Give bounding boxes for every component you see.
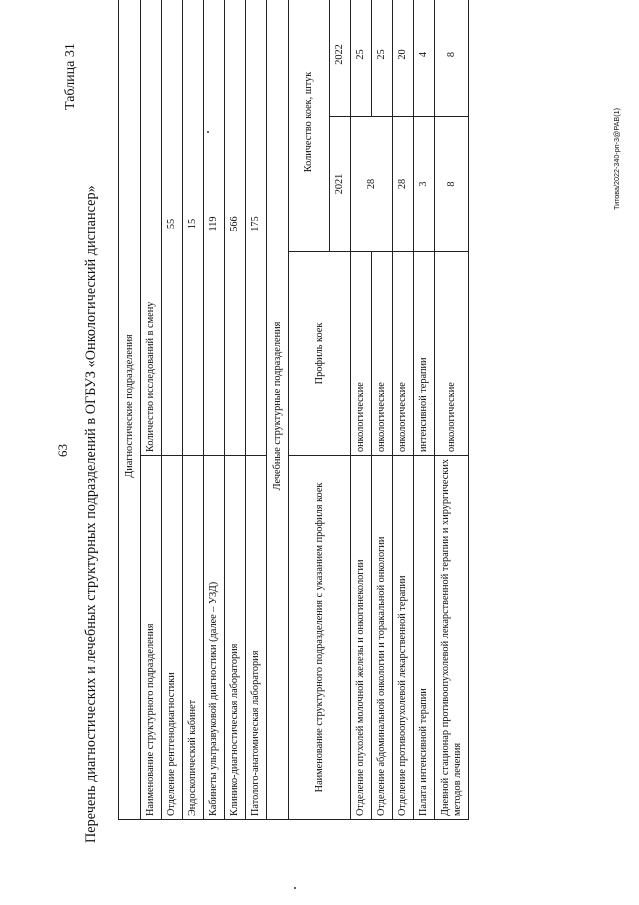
diag-row-name: Эндоскопический кабинет [183, 456, 204, 820]
treatment-section-title: Лечебные структурные подразделения [267, 0, 289, 820]
treat-row-2021: 28 [393, 117, 414, 252]
year-2022-header: 2022 [330, 0, 351, 117]
treat-row-name: Отделение противоопухолевой лекарственной терапии [393, 456, 414, 820]
treat-header-profile: Профиль коек [289, 252, 351, 456]
diag-row-value: 119 [204, 0, 225, 456]
treat-row-profile: онкологические [372, 252, 393, 456]
treat-row-2022: 8 [435, 0, 469, 117]
footer-code: Титова/2022-340-рп-3@PAB(1) [612, 107, 621, 210]
table-number: Таблица 31 [63, 43, 78, 110]
diag-row-name: Отделение рентгенодиагностики [162, 456, 183, 820]
diag-row-value: 175 [246, 0, 267, 456]
treat-row-2022: 25 [372, 0, 393, 117]
treat-header-beds: Количество коек, штук [289, 0, 330, 252]
diag-row-name: Кабинеты ультразвуковой диагностики (далее – УЗД) [204, 456, 225, 820]
year-2021-header: 2021 [330, 117, 351, 252]
diag-row-value: 55 [162, 0, 183, 456]
treat-row-name: Палата интенсивной терапии [414, 456, 435, 820]
treat-header-name: Наименование структурного подразделения с указанием профиля коек [289, 456, 351, 820]
table-title: Перечень диагностических и лечебных структурных подразделений в ОГБУЗ «Онкологический диспансер» [83, 185, 99, 843]
treat-row-name: Отделение опухолей молочной железы и онкогинекологии [351, 456, 372, 820]
diag-row-value: 15 [183, 0, 204, 456]
diag-header-count: Количество исследований в смену [141, 0, 162, 456]
treat-row-profile: онкологические [435, 252, 469, 456]
treat-row-2022: 4 [414, 0, 435, 117]
treat-row-2022: 25 [351, 0, 372, 117]
treat-row-2021: 8 [435, 117, 469, 252]
page-number: 63 [55, 444, 70, 457]
treat-row-profile: онкологические [393, 252, 414, 456]
treat-row-2022: 20 [393, 0, 414, 117]
diag-row-value: 566 [225, 0, 246, 456]
diag-row-name: Клинико-диагностическая лаборатория [225, 456, 246, 820]
treat-row-profile: онкологические [351, 252, 372, 456]
scan-speck [294, 887, 296, 889]
scan-speck [207, 131, 209, 133]
treat-row-name: Отделение абдоминальной онкологии и торакальной онкологии [372, 456, 393, 820]
diag-header-name: Наименование структурного подразделения [141, 456, 162, 820]
treat-row-2021: 3 [414, 117, 435, 252]
diagnostic-section-title: Диагностические подразделения [119, 0, 141, 820]
treat-row-profile: интенсивной терапии [414, 252, 435, 456]
treat-row-2021-merged: 28 [351, 117, 393, 252]
treat-row-name: Дневной стационар противоопухолевой лекарственной терапии и хирургических методов лечения [435, 456, 469, 820]
diag-row-name: Патолого-анатомическая лаборатория [246, 456, 267, 820]
structural-units-table [118, 0, 469, 820]
